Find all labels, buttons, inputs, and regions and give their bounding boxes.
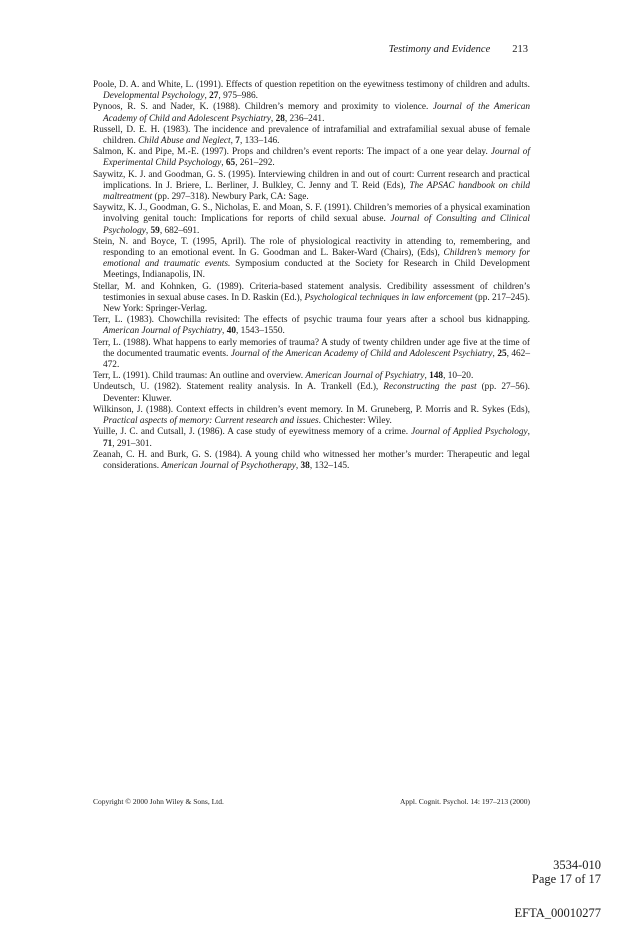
reference-text: Terr, L. (1991). Child traumas: An outline and overview. bbox=[93, 371, 306, 382]
page-footer bbox=[93, 797, 530, 806]
reference-entry bbox=[93, 371, 530, 382]
reference-title: Psychological techniques in law enforcement bbox=[304, 292, 473, 303]
reference-text: , 462–472. bbox=[103, 348, 530, 371]
reference-text: Stein, N. and Boyce, T. (1995, April). The role of physiological reactivity in attending to, remembering, and responding to an emotional event. In G. Goodman and L. Baker-Ward (Chairs), (Eds), bbox=[93, 236, 530, 259]
reference-text: Terr, L. (1988). What happens to early memories of trauma? A study of twenty children under age five at the time of the documented traumatic events. bbox=[93, 337, 530, 359]
reference-text: Symposium conducted at the Society for Research in Child Development Meetings, Indianapolis, IN. bbox=[103, 259, 531, 281]
reference-text: (pp. 217–245). New York: Springer-Verlag. bbox=[103, 292, 530, 315]
reference-title: The APSAC handbook on child maltreatment bbox=[103, 180, 531, 203]
reference-title: Journal of Applied Psychology bbox=[411, 427, 528, 438]
reference-title: Journal of Experimental Child Psychology bbox=[103, 147, 530, 169]
document-id: 3534-010 bbox=[553, 858, 601, 872]
reference-text: Terr, L. (1983). Chowchilla revisited: The effects of psychic trauma four years after a school bus kidnapping. bbox=[93, 315, 530, 326]
reference-text: , bbox=[221, 158, 226, 169]
reference-text: , 261–292. bbox=[235, 158, 275, 169]
reference-title: American Journal of Psychiatry bbox=[103, 326, 223, 337]
running-head-title: Testimony and Evidence bbox=[388, 44, 491, 55]
reference-text: , bbox=[527, 427, 530, 438]
reference-title: Reconstructing the past bbox=[383, 382, 477, 393]
reference-text: , 10–20. bbox=[443, 371, 474, 382]
reference-title: American Journal of Psychotherapy bbox=[161, 460, 296, 471]
reference-title: Journal of the American Academy of Child and Adolescent Psychiatry bbox=[230, 348, 493, 359]
reference-text: , bbox=[424, 371, 430, 382]
reference-text: Stellar, M. and Kohnken, G. (1989). Criteria-based statement analysis. Credibility assessment of children’s testimonies in sexual abuse cases. In D. Raskin (Ed.), bbox=[93, 281, 530, 303]
reference-volume: 40 bbox=[226, 326, 236, 337]
reference-entry bbox=[93, 237, 530, 282]
reference-entry bbox=[93, 382, 530, 404]
reference-volume: 38 bbox=[300, 460, 310, 471]
reference-text: , 291–301. bbox=[112, 438, 152, 449]
reference-volume: 148 bbox=[429, 371, 444, 382]
reference-text: Saywitz, K. J., Goodman, G. S., Nicholas, E. and Moan, S. F. (1991). Children’s memories of a physical examination involving genital touch: Implications for reports of child sexual abuse. bbox=[93, 203, 530, 225]
reference-volume: 71 bbox=[103, 438, 113, 449]
reference-title: Journal of the American Academy of Child and Adolescent Psychiatry bbox=[103, 102, 530, 124]
reference-title: Journal of Consulting and Clinical Psychology bbox=[103, 214, 530, 236]
reference-text: . Chichester: Wiley. bbox=[318, 416, 392, 427]
reference-text: Russell, D. E. H. (1983). The incidence and prevalence of intrafamilial and extrafamilial sexual abuse of female children. bbox=[93, 124, 530, 147]
journal-citation: Appl. Cognit. Psychol. 14: 197–213 (2000) bbox=[399, 797, 530, 806]
reference-list bbox=[93, 80, 530, 472]
reference-volume: 59 bbox=[150, 225, 160, 236]
reference-text: Pynoos, R. S. and Nader, K. (1988). Children’s memory and proximity to violence. bbox=[93, 102, 433, 113]
reference-text: Yuille, J. C. and Cutsall, J. (1986). A case study of eyewitness memory of a crime. bbox=[93, 427, 412, 438]
reference-text: Zeanah, C. H. and Burk, G. S. (1984). A young child who witnessed her mother’s murder: Therapeutic and legal considerations. bbox=[93, 449, 530, 471]
reference-entry bbox=[93, 102, 530, 124]
reference-title: American Journal of Psychiatry bbox=[305, 371, 425, 382]
reference-volume: 27 bbox=[209, 91, 219, 102]
reference-text: , bbox=[145, 225, 151, 236]
reference-entry bbox=[93, 427, 530, 449]
reference-text: , 975–986. bbox=[218, 91, 258, 102]
reference-entry bbox=[93, 315, 530, 337]
reference-volume: 65 bbox=[225, 158, 236, 169]
reference-text: , bbox=[492, 348, 498, 359]
reference-text: Saywitz, K. J. and Goodman, G. S. (1995). Interviewing children in and out of court: Current research and practical implications. In J. Briere, L. Berliner, J. Bulkley, C. Jenny and T. Reid (Eds), bbox=[93, 169, 530, 191]
reference-text: , bbox=[270, 113, 276, 124]
copyright-notice: Copyright © 2000 John Wiley & Sons, Ltd. bbox=[93, 797, 224, 806]
reference-text: Undeutsch, U. (1982). Statement reality analysis. In A. Trankell (Ed.), bbox=[93, 382, 384, 393]
reference-text: Salmon, K. and Pipe, M.-E. (1997). Props and children’s event reports: The impact of a one year delay. bbox=[93, 147, 491, 158]
reference-entry bbox=[93, 170, 530, 204]
reference-entry bbox=[93, 338, 530, 372]
reference-entry bbox=[93, 147, 530, 169]
reference-text: , 132–145. bbox=[309, 460, 350, 471]
reference-text: , 682–691. bbox=[159, 225, 200, 236]
reference-text: , 1543–1550. bbox=[235, 326, 285, 337]
reference-text: , bbox=[230, 136, 236, 147]
page-number: 213 bbox=[512, 44, 528, 55]
reference-entry bbox=[93, 450, 530, 472]
reference-entry bbox=[93, 203, 530, 237]
reference-text: , 236–241. bbox=[284, 113, 325, 124]
reference-text: , 133–146. bbox=[239, 136, 280, 147]
running-head bbox=[0, 44, 528, 55]
reference-text: , bbox=[222, 326, 227, 337]
reference-title: Child Abuse and Neglect bbox=[138, 136, 231, 147]
reference-entry bbox=[93, 405, 530, 427]
reference-entry bbox=[93, 80, 530, 102]
reference-text: , bbox=[204, 91, 210, 102]
reference-volume: 7 bbox=[235, 136, 240, 147]
reference-volume: 28 bbox=[275, 113, 285, 124]
bates-number: EFTA_00010277 bbox=[514, 906, 601, 920]
reference-text: (pp. 27–56). Deventer: Kluwer. bbox=[103, 382, 530, 404]
reference-entry bbox=[93, 282, 530, 316]
reference-title: Developmental Psychology bbox=[103, 91, 205, 102]
reference-text: Poole, D. A. and White, L. (1991). Effects of question repetition on the eyewitness testimony of children and adults. bbox=[93, 80, 530, 90]
reference-volume: 25 bbox=[497, 348, 507, 359]
reference-text: (pp. 297–318). Newbury Park, CA: Sage. bbox=[152, 192, 309, 203]
reference-text: , bbox=[295, 460, 301, 471]
reference-title: Children’s memory for emotional and traumatic events. bbox=[103, 248, 531, 270]
document-stamp bbox=[532, 858, 601, 886]
reference-text: Wilkinson, J. (1988). Context effects in children’s event memory. In M. Gruneberg, P. Morris and R. Sykes (Eds), bbox=[93, 404, 530, 415]
reference-title: Practical aspects of memory: Current research and issues bbox=[103, 416, 319, 427]
page-count: Page 17 of 17 bbox=[531, 872, 601, 886]
reference-entry bbox=[93, 125, 530, 147]
